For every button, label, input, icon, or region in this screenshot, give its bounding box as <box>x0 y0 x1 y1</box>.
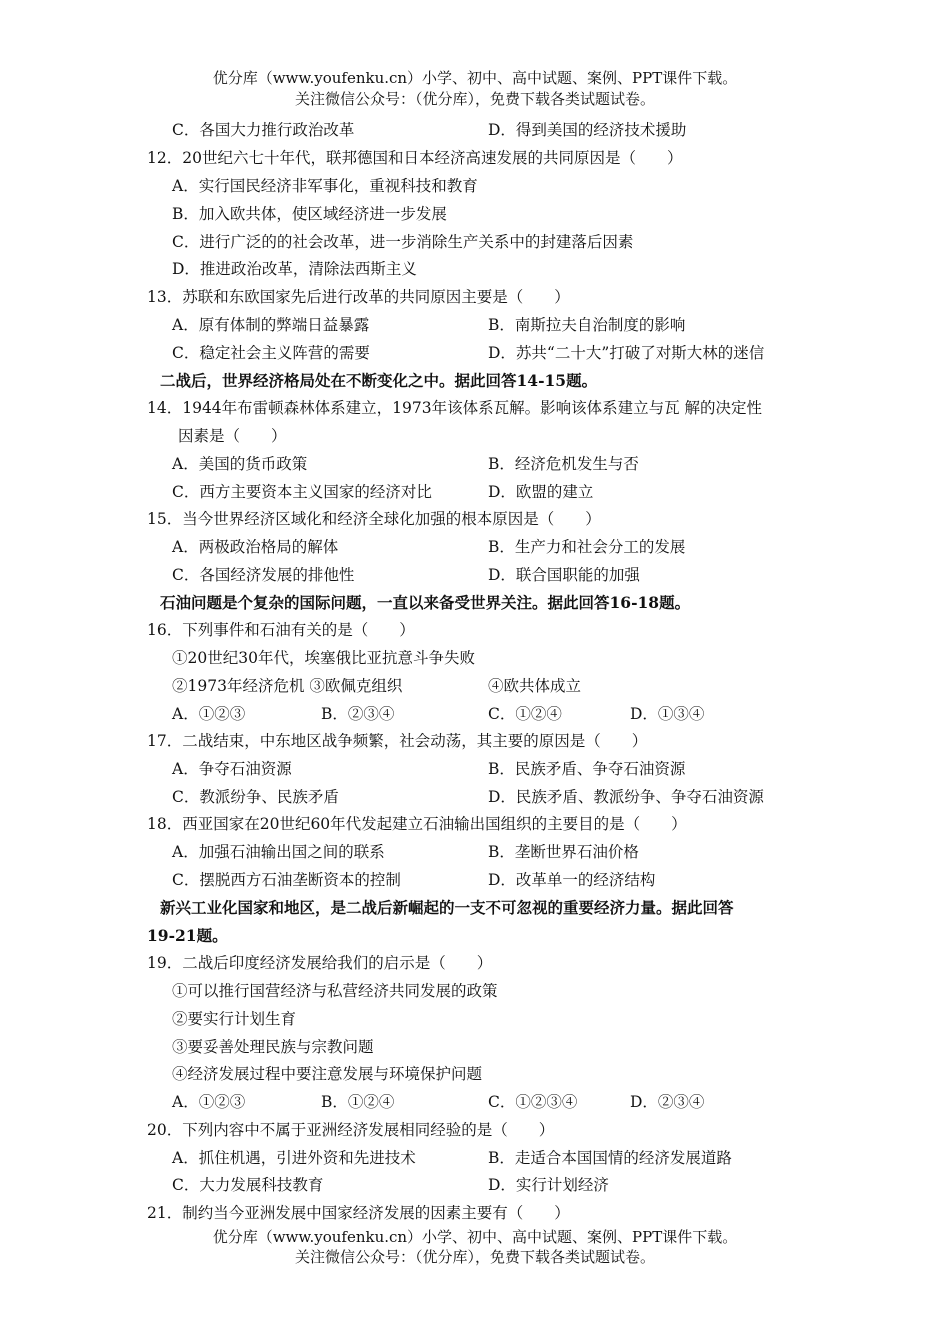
q19-option-a: A．①②③ <box>172 1093 246 1111</box>
q13-option-b: B．南斯拉夫自治制度的影响 <box>488 316 686 334</box>
q18-option-b: B．垄断世界石油价格 <box>488 843 639 861</box>
q19-item-3: ③要妥善处理民族与宗教问题 <box>172 1038 374 1056</box>
q14-stem-line-1: 14．1944年布雷顿森林体系建立，1973年该体系瓦解。影响该体系建立与瓦 解的决定性 <box>147 399 763 417</box>
q17-option-a: A．争夺石油资源 <box>172 760 292 778</box>
q20-option-a: A．抓住机遇，引进外资和先进技术 <box>172 1149 416 1167</box>
q14-stem-line-2: 因素是（ ） <box>178 427 287 445</box>
q16-item-1: ①20世纪30年代，埃塞俄比亚抗意斗争失败 <box>172 649 475 667</box>
q17-option-b: B．民族矛盾、争夺石油资源 <box>488 760 686 778</box>
q21-stem: 21．制约当今亚洲发展中国家经济发展的因素主要有（ ） <box>147 1204 570 1222</box>
section-intro-19-21-line-1: 新兴工业化国家和地区，是二战后新崛起的一支不可忽视的重要经济力量。据此回答 <box>160 898 734 917</box>
q16-option-d: D．①③④ <box>630 705 705 723</box>
q14-option-c: C．西方主要资本主义国家的经济对比 <box>172 483 432 501</box>
section-intro-19-21-line-2: 19-21题。 <box>147 926 228 945</box>
section-intro-14-15: 二战后，世界经济格局处在不断变化之中。据此回答14-15题。 <box>160 371 598 390</box>
q19-option-c: C．①②③④ <box>488 1093 578 1111</box>
q12-stem: 12．20世纪六七十年代，联邦德国和日本经济高速发展的共同原因是（ ） <box>147 149 683 167</box>
q17-stem: 17．二战结束，中东地区战争频繁，社会动荡，其主要的原因是（ ） <box>147 732 648 750</box>
q15-option-b: B．生产力和社会分工的发展 <box>488 538 686 556</box>
q14-option-a: A．美国的货币政策 <box>172 455 308 473</box>
q12-option-c: C．进行广泛的的社会改革，进一步消除生产关系中的封建落后因素 <box>172 233 634 251</box>
q12-option-b: B．加入欧共体，使区域经济进一步发展 <box>172 205 447 223</box>
q20-option-c: C．大力发展科技教育 <box>172 1176 324 1194</box>
q13-option-a: A．原有体制的弊端日益暴露 <box>172 316 370 334</box>
q11-option-d: D．得到美国的经济技术援助 <box>488 121 687 139</box>
q18-stem: 18．西亚国家在20世纪60年代发起建立石油输出国组织的主要目的是（ ） <box>147 815 687 833</box>
footer-line-1: 优分库（www.youfenku.cn）小学、初中、高中试题、案例、PPT课件下载。 <box>212 1228 738 1246</box>
q19-item-1: ①可以推行国营经济与私营经济共同发展的政策 <box>172 982 498 1000</box>
q18-option-d: D．改革单一的经济结构 <box>488 871 656 889</box>
q13-option-c: C．稳定社会主义阵营的需要 <box>172 344 370 362</box>
q12-option-d: D．推进政治改革，清除法西斯主义 <box>172 260 417 278</box>
q19-item-4: ④经济发展过程中要注意发展与环境保护问题 <box>172 1065 483 1083</box>
q15-option-c: C．各国经济发展的排他性 <box>172 566 355 584</box>
q18-option-a: A．加强石油输出国之间的联系 <box>172 843 385 861</box>
q16-stem: 16．下列事件和石油有关的是（ ） <box>147 621 415 639</box>
section-intro-16-18: 石油问题是个复杂的国际问题，一直以来备受世界关注。据此回答16-18题。 <box>160 593 691 612</box>
q15-stem: 15．当今世界经济区域化和经济全球化加强的根本原因是（ ） <box>147 510 601 528</box>
q19-option-d: D．②③④ <box>630 1093 705 1111</box>
q15-option-a: A．两极政治格局的解体 <box>172 538 339 556</box>
q14-option-d: D．欧盟的建立 <box>488 483 594 501</box>
q19-item-2: ②要实行计划生育 <box>172 1010 297 1028</box>
q16-option-a: A．①②③ <box>172 705 246 723</box>
q20-option-b: B．走适合本国国情的经济发展道路 <box>488 1149 732 1167</box>
q12-option-a: A．实行国民经济非军事化，重视科技和教育 <box>172 177 478 195</box>
q16-item-2-3: ②1973年经济危机 ③欧佩克组织 <box>172 677 403 695</box>
q13-stem: 13．苏联和东欧国家先后进行改革的共同原因主要是（ ） <box>147 288 570 306</box>
q19-option-b: B．①②④ <box>321 1093 395 1111</box>
header-line-1: 优分库（www.youfenku.cn）小学、初中、高中试题、案例、PPT课件下载。 <box>212 69 738 87</box>
q20-option-d: D．实行计划经济 <box>488 1176 609 1194</box>
q19-stem: 19．二战后印度经济发展给我们的启示是（ ） <box>147 954 493 972</box>
q18-option-c: C．摆脱西方石油垄断资本的控制 <box>172 871 401 889</box>
footer-line-2: 关注微信公众号：（优分库），免费下载各类试题试卷。 <box>294 1248 655 1266</box>
q15-option-d: D．联合国职能的加强 <box>488 566 640 584</box>
q11-option-c: C．各国大力推行政治改革 <box>172 121 355 139</box>
q16-option-c: C．①②④ <box>488 705 562 723</box>
q14-option-b: B．经济危机发生与否 <box>488 455 639 473</box>
q16-option-b: B．②③④ <box>321 705 395 723</box>
q13-option-d: D．苏共“二十大”打破了对斯大林的迷信 <box>488 344 765 362</box>
q16-item-4: ④欧共体成立 <box>488 677 582 695</box>
q20-stem: 20．下列内容中不属于亚洲经济发展相同经验的是（ ） <box>147 1121 555 1139</box>
header-line-2: 关注微信公众号：（优分库），免费下载各类试题试卷。 <box>294 90 655 108</box>
q17-option-c: C．教派纷争、民族矛盾 <box>172 788 339 806</box>
q17-option-d: D．民族矛盾、教派纷争、争夺石油资源 <box>488 788 764 806</box>
